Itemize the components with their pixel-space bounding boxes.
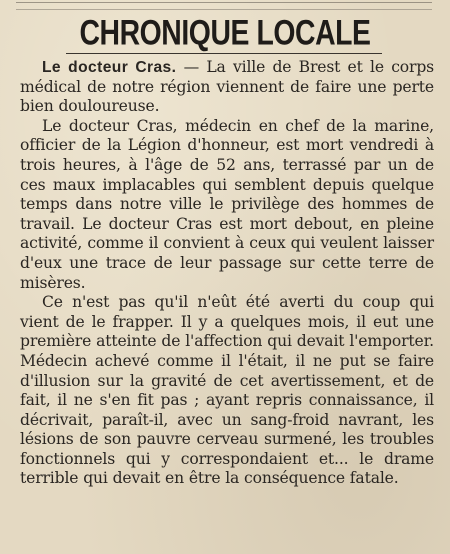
article-paragraph-lead — [20, 58, 434, 117]
section-heading: CHRONIQUE LOCALE — [79, 12, 371, 52]
top-rule-divider — [16, 2, 432, 10]
heading-underline — [66, 53, 382, 54]
article-paragraph-2: Le docteur Cras, médecin en chef de la marine, officier de la Légion d'honneur, est mort vendredi à trois heures, à l'âge de 52 ans, terrassé par un de ces maux implacables qui semblent depuis quelque temps dans notre ville le privilège des hommes de travail. Le docteur Cras est mort debout, en pleine activité, comme il convient à ceux qui veulent laisser d'eux une trace de leur passage sur cette terre de misères. — [20, 116, 434, 292]
article-column — [20, 58, 434, 489]
article-lead-text: — La ville de Brest et le corps médical de notre région viennent de faire une perte bien douloureuse. — [20, 58, 435, 116]
article-paragraph-3: Ce n'est pas qu'il n'eût été averti du coup qui vient de le frapper. Il y a quelques mois, il eut une première atteinte de l'affection qui devait l'emporter. Médecin achevé comme il l'était, il ne put se faire d'illusion sur la gravité de cet avertissement, et de fait, il ne s'en fit pas ; ayant repris connaissance, il décrivait, paraît-il, avec un sang-froid navrant, les lésions de son pauvre cerveau surmené, les troubles fonctionnels qui y correspondaient et... le drame terrible qui devait en être la conséquence fatale. — [20, 293, 434, 488]
article-lead-name: Le docteur Cras. — [42, 59, 177, 76]
